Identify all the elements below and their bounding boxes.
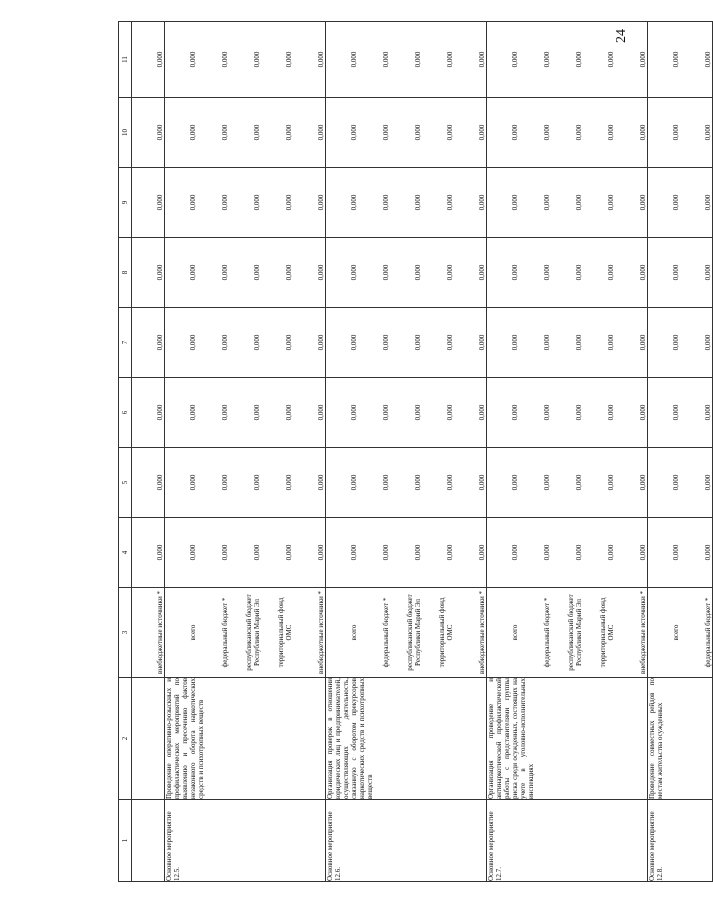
amount-cell	[165, 518, 326, 588]
amount-value: 0,000	[189, 334, 197, 351]
amount-cell	[132, 518, 165, 588]
amount-value: 0,000	[543, 544, 551, 561]
description-cell	[326, 678, 487, 800]
amount-value: 0,000	[575, 124, 583, 141]
amount-value: 0,000	[639, 404, 647, 421]
amount-value: 0,000	[350, 404, 358, 421]
funding-source-label: федеральный бюджет *	[221, 597, 229, 668]
column-number: 8	[119, 238, 132, 308]
amount-value: 0,000	[350, 264, 358, 281]
amount-cell	[132, 308, 165, 378]
amount-value: 0,000	[221, 124, 229, 141]
amount-value: 0,000	[317, 544, 325, 561]
funding-source-label: республиканский бюджет Республики Марий Эл	[406, 594, 422, 671]
amount-value: 0,000	[639, 264, 647, 281]
column-number: 1	[119, 800, 132, 882]
funding-source-label: внебюджетные источники *	[317, 591, 325, 674]
funding-source-label: всего	[672, 624, 680, 641]
amount-value: 0,000	[414, 404, 422, 421]
amount-value: 0,000	[414, 51, 422, 68]
amount-value: 0,000	[511, 544, 519, 561]
amount-value: 0,000	[156, 124, 164, 141]
amount-value: 0,000	[575, 404, 583, 421]
amount-value: 0,000	[189, 51, 197, 68]
amount-value: 0,000	[704, 334, 712, 351]
amount-cell	[326, 238, 487, 308]
amount-cell	[165, 448, 326, 518]
amount-value: 0,000	[317, 194, 325, 211]
amount-cell	[165, 238, 326, 308]
column-number: 7	[119, 308, 132, 378]
amount-value: 0,000	[511, 404, 519, 421]
amount-value: 0,000	[511, 194, 519, 211]
amount-value: 0,000	[382, 124, 390, 141]
amount-value: 0,000	[317, 264, 325, 281]
amount-value: 0,000	[382, 404, 390, 421]
amount-value: 0,000	[285, 51, 293, 68]
amount-value: 0,000	[672, 51, 680, 68]
amount-value: 0,000	[607, 404, 615, 421]
amount-cell	[326, 22, 487, 98]
amount-value: 0,000	[317, 474, 325, 491]
amount-value: 0,000	[478, 474, 486, 491]
amount-value: 0,000	[253, 474, 261, 491]
amount-cell	[132, 448, 165, 518]
measure-code: Основное мероприятие 12.5.	[165, 800, 326, 882]
amount-cell	[648, 98, 713, 168]
amount-value: 0,000	[253, 264, 261, 281]
funding-source-label: территориальный фонд ОМС	[277, 597, 293, 668]
amount-cell	[487, 98, 648, 168]
amount-value: 0,000	[704, 124, 712, 141]
funding-source-label: федеральный бюджет *	[704, 597, 712, 668]
description-cell	[648, 678, 713, 800]
measure-description: Проведение совместных рейдов по местам жительства осужденных	[648, 678, 664, 799]
funding-source-cell	[487, 588, 648, 678]
funding-source-cell	[326, 588, 487, 678]
amount-value: 0,000	[511, 51, 519, 68]
amount-value: 0,000	[607, 194, 615, 211]
amount-value: 0,000	[575, 334, 583, 351]
amount-value: 0,000	[446, 51, 454, 68]
amount-value: 0,000	[189, 264, 197, 281]
amount-value: 0,000	[543, 124, 551, 141]
amount-cell	[165, 98, 326, 168]
amount-value: 0,000	[639, 474, 647, 491]
amount-value: 0,000	[607, 124, 615, 141]
amount-cell	[648, 378, 713, 448]
funding-source-label: всего	[189, 624, 197, 641]
amount-cell	[487, 22, 648, 98]
amount-value: 0,000	[478, 51, 486, 68]
amount-value: 0,000	[478, 334, 486, 351]
amount-value: 0,000	[382, 264, 390, 281]
amount-value: 0,000	[253, 124, 261, 141]
amount-value: 0,000	[575, 194, 583, 211]
column-number: 9	[119, 168, 132, 238]
amount-value: 0,000	[189, 194, 197, 211]
amount-cell	[326, 308, 487, 378]
funding-source-label: федеральный бюджет *	[543, 597, 551, 668]
amount-value: 0,000	[189, 544, 197, 561]
table-row	[648, 22, 713, 882]
amount-value: 0,000	[478, 544, 486, 561]
amount-value: 0,000	[543, 194, 551, 211]
amount-value: 0,000	[672, 264, 680, 281]
amount-value: 0,000	[575, 51, 583, 68]
amount-value: 0,000	[285, 124, 293, 141]
amount-value: 0,000	[285, 474, 293, 491]
amount-value: 0,000	[607, 334, 615, 351]
column-number: 2	[119, 678, 132, 800]
amount-value: 0,000	[253, 194, 261, 211]
table-row	[326, 22, 487, 882]
amount-cell	[165, 22, 326, 98]
amount-value: 0,000	[478, 264, 486, 281]
amount-value: 0,000	[285, 264, 293, 281]
amount-cell	[132, 22, 165, 98]
amount-value: 0,000	[253, 51, 261, 68]
page-number: 24	[614, 29, 629, 43]
amount-value: 0,000	[156, 544, 164, 561]
amount-value: 0,000	[382, 194, 390, 211]
amount-cell	[132, 378, 165, 448]
amount-value: 0,000	[382, 334, 390, 351]
amount-cell	[326, 378, 487, 448]
amount-value: 0,000	[639, 194, 647, 211]
amount-value: 0,000	[350, 194, 358, 211]
amount-value: 0,000	[478, 124, 486, 141]
amount-value: 0,000	[511, 334, 519, 351]
amount-value: 0,000	[221, 544, 229, 561]
amount-value: 0,000	[704, 474, 712, 491]
amount-value: 0,000	[575, 474, 583, 491]
measure-code: Основное мероприятие 12.6.	[326, 800, 487, 882]
funding-source-label: внебюджетные источники *	[639, 591, 647, 674]
funding-source-cell	[648, 588, 713, 678]
amount-value: 0,000	[414, 474, 422, 491]
amount-value: 0,000	[221, 334, 229, 351]
funding-source-label: внебюджетные источники *	[156, 591, 164, 674]
amount-value: 0,000	[350, 124, 358, 141]
amount-value: 0,000	[189, 474, 197, 491]
amount-value: 0,000	[253, 334, 261, 351]
amount-value: 0,000	[639, 124, 647, 141]
amount-value: 0,000	[704, 264, 712, 281]
amount-cell	[648, 518, 713, 588]
amount-value: 0,000	[221, 264, 229, 281]
amount-value: 0,000	[639, 51, 647, 68]
amount-value: 0,000	[543, 264, 551, 281]
amount-cell	[165, 308, 326, 378]
amount-value: 0,000	[253, 404, 261, 421]
funding-source-label: всего	[350, 624, 358, 641]
amount-cell	[132, 168, 165, 238]
amount-value: 0,000	[672, 544, 680, 561]
funding-source-label: федеральный бюджет *	[382, 597, 390, 668]
table-row	[165, 22, 326, 882]
amount-value: 0,000	[189, 124, 197, 141]
amount-cell	[648, 238, 713, 308]
measure-code: Основное мероприятие 12.8.	[648, 800, 713, 882]
amount-value: 0,000	[607, 474, 615, 491]
amount-cell	[648, 22, 713, 98]
amount-value: 0,000	[543, 474, 551, 491]
funding-source-label: всего	[511, 624, 519, 641]
amount-value: 0,000	[446, 544, 454, 561]
amount-value: 0,000	[221, 404, 229, 421]
amount-value: 0,000	[156, 404, 164, 421]
amount-value: 0,000	[253, 544, 261, 561]
amount-value: 0,000	[446, 264, 454, 281]
amount-value: 0,000	[317, 51, 325, 68]
amount-value: 0,000	[382, 544, 390, 561]
amount-cell	[165, 168, 326, 238]
budget-table	[118, 21, 713, 882]
amount-value: 0,000	[511, 264, 519, 281]
funding-source-label: республиканский бюджет Республики Марий Эл	[567, 594, 583, 671]
budget-table-rotated	[118, 22, 712, 882]
table-row	[487, 22, 648, 882]
amount-value: 0,000	[446, 474, 454, 491]
amount-value: 0,000	[156, 194, 164, 211]
amount-value: 0,000	[414, 544, 422, 561]
funding-source-label: территориальный фонд ОМС	[438, 597, 454, 668]
amount-value: 0,000	[221, 51, 229, 68]
amount-value: 0,000	[607, 51, 615, 68]
amount-value: 0,000	[672, 194, 680, 211]
amount-cell	[165, 378, 326, 448]
description-cell	[487, 678, 648, 800]
amount-cell	[326, 168, 487, 238]
amount-cell	[487, 308, 648, 378]
amount-cell	[648, 168, 713, 238]
amount-value: 0,000	[543, 404, 551, 421]
amount-value: 0,000	[446, 404, 454, 421]
amount-value: 0,000	[382, 474, 390, 491]
amount-value: 0,000	[607, 544, 615, 561]
amount-value: 0,000	[382, 51, 390, 68]
amount-value: 0,000	[446, 124, 454, 141]
amount-value: 0,000	[511, 124, 519, 141]
amount-value: 0,000	[350, 474, 358, 491]
amount-value: 0,000	[285, 334, 293, 351]
amount-value: 0,000	[672, 404, 680, 421]
amount-cell	[487, 448, 648, 518]
amount-value: 0,000	[543, 334, 551, 351]
amount-value: 0,000	[189, 404, 197, 421]
amount-value: 0,000	[672, 474, 680, 491]
amount-cell	[648, 448, 713, 518]
amount-value: 0,000	[156, 474, 164, 491]
amount-value: 0,000	[317, 124, 325, 141]
measure-description: Организация проведение и антинаркотической профилактической работы с представителями группы риска среди осужденных, состоящих на учете в уголовно-исполнительных инспекциях	[487, 678, 535, 799]
amount-value: 0,000	[317, 404, 325, 421]
amount-value: 0,000	[543, 51, 551, 68]
amount-value: 0,000	[575, 264, 583, 281]
amount-cell	[487, 238, 648, 308]
amount-value: 0,000	[446, 334, 454, 351]
code-cell	[132, 800, 165, 882]
amount-cell	[132, 238, 165, 308]
amount-cell	[132, 98, 165, 168]
amount-cell	[487, 518, 648, 588]
amount-value: 0,000	[672, 334, 680, 351]
column-number: 4	[119, 518, 132, 588]
amount-value: 0,000	[350, 544, 358, 561]
amount-cell	[326, 98, 487, 168]
amount-value: 0,000	[478, 194, 486, 211]
amount-value: 0,000	[156, 51, 164, 68]
description-cell	[165, 678, 326, 800]
amount-cell	[648, 308, 713, 378]
amount-value: 0,000	[704, 544, 712, 561]
amount-value: 0,000	[317, 334, 325, 351]
column-number: 3	[119, 588, 132, 678]
amount-value: 0,000	[639, 334, 647, 351]
amount-value: 0,000	[704, 194, 712, 211]
amount-value: 0,000	[704, 404, 712, 421]
amount-value: 0,000	[478, 404, 486, 421]
column-number: 6	[119, 378, 132, 448]
amount-value: 0,000	[575, 544, 583, 561]
amount-value: 0,000	[350, 51, 358, 68]
amount-value: 0,000	[446, 194, 454, 211]
amount-value: 0,000	[156, 264, 164, 281]
amount-value: 0,000	[414, 264, 422, 281]
column-number: 10	[119, 98, 132, 168]
amount-value: 0,000	[414, 194, 422, 211]
amount-value: 0,000	[414, 334, 422, 351]
funding-source-label: территориальный фонд ОМС	[599, 597, 615, 668]
amount-value: 0,000	[285, 404, 293, 421]
amount-value: 0,000	[511, 474, 519, 491]
funding-source-label: республиканский бюджет Республики Марий Эл	[245, 594, 261, 671]
amount-value: 0,000	[285, 544, 293, 561]
amount-value: 0,000	[350, 334, 358, 351]
funding-source-label: внебюджетные источники *	[478, 591, 486, 674]
amount-cell	[487, 378, 648, 448]
amount-cell	[326, 448, 487, 518]
description-cell	[132, 678, 165, 800]
funding-source-cell	[165, 588, 326, 678]
amount-value: 0,000	[156, 334, 164, 351]
amount-cell	[487, 168, 648, 238]
column-number-row	[119, 22, 132, 882]
column-number: 11	[119, 22, 132, 98]
amount-cell	[326, 518, 487, 588]
amount-value: 0,000	[285, 194, 293, 211]
amount-value: 0,000	[414, 124, 422, 141]
measure-description: Организация проверок в отношении юридических лиц и предпринимателей, осуществляющих деятельность, связанную с оборотом прекурсоров наркотических средств и психотропных веществ	[326, 678, 374, 799]
amount-value: 0,000	[607, 264, 615, 281]
amount-value: 0,000	[704, 51, 712, 68]
amount-value: 0,000	[221, 474, 229, 491]
measure-description: Проведение оперативно-розыскных и профилактических мероприятий по выявлению и пресечению фактов незаконного оборота наркотических средств и психотропных веществ	[165, 678, 205, 799]
amount-value: 0,000	[639, 544, 647, 561]
amount-value: 0,000	[221, 194, 229, 211]
amount-value: 0,000	[672, 124, 680, 141]
measure-code: Основное мероприятие 12.7.	[487, 800, 648, 882]
funding-source-cell	[132, 588, 165, 678]
column-number: 5	[119, 448, 132, 518]
table-row-continuation	[132, 22, 165, 882]
